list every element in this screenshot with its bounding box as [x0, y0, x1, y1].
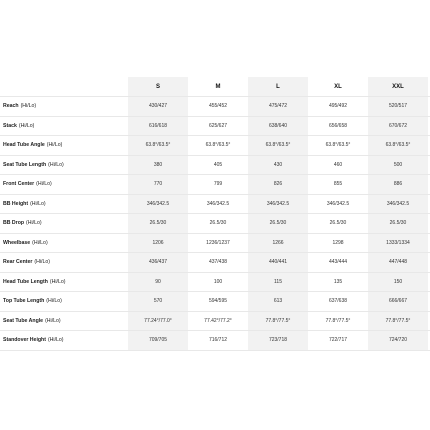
- cell-m: 799: [213, 181, 223, 188]
- cell-m: 346/342.5: [206, 200, 230, 207]
- table-body: [0, 97, 430, 351]
- row-label: [0, 136, 128, 155]
- row-label: [0, 253, 128, 272]
- row-label-unit: (Hi/Lo): [18, 122, 35, 129]
- row-label-name: Wheelbase: [3, 239, 31, 246]
- cell-m: 1236/1237: [206, 239, 230, 246]
- cell-l: 77.8°/77.5°: [248, 312, 308, 331]
- cell-xxl: 670/672: [368, 117, 428, 136]
- row-label-name: Seat Tube Angle: [3, 317, 44, 324]
- cell-m: 77.42°/77.2°: [204, 317, 232, 324]
- cell-s: 709/705: [128, 331, 188, 350]
- size-header-xxl: XXL: [368, 77, 428, 96]
- cell-m: 26.5/30: [209, 220, 227, 227]
- cell-m: 594/595: [208, 298, 228, 305]
- cell-xl: 135: [333, 278, 343, 285]
- cell-xl: 637/638: [328, 298, 348, 305]
- row-label-unit: (Hi/Lo): [45, 317, 61, 324]
- row-label-unit: (Hi/Lo): [46, 142, 63, 149]
- row-label-name: Rear Center: [3, 259, 33, 266]
- row-label-unit: (Hi/Lo): [30, 200, 46, 207]
- cell-s: 436/437: [128, 253, 188, 272]
- cell-xl: 63.8°/63.5°: [325, 142, 351, 149]
- cell-xxl: 150: [368, 273, 428, 292]
- row-label: [0, 214, 128, 233]
- cell-s: 380: [128, 156, 188, 175]
- cell-l: 115: [248, 273, 308, 292]
- row-label-name: Reach: [3, 103, 19, 110]
- table-row: [0, 175, 430, 195]
- cell-l: 475/472: [248, 97, 308, 116]
- row-label: [0, 195, 128, 214]
- row-label-unit: (Hi/Lo): [20, 103, 37, 110]
- cell-l: 613: [248, 292, 308, 311]
- header-corner-cell: [0, 77, 128, 96]
- cell-xxl: 26.5/30: [368, 214, 428, 233]
- size-header-l: L: [248, 77, 308, 96]
- table-row: [0, 273, 430, 293]
- cell-xl: 77.8°/77.5°: [325, 317, 351, 324]
- cell-xxl: 666/667: [368, 292, 428, 311]
- cell-xxl: 500: [368, 156, 428, 175]
- table-row: [0, 331, 430, 351]
- table-row: [0, 136, 430, 156]
- cell-l: 430: [248, 156, 308, 175]
- cell-xl: 495/492: [328, 103, 348, 110]
- cell-xl: 26.5/30: [329, 220, 347, 227]
- cell-s: 770: [128, 175, 188, 194]
- size-header-xl: XL: [334, 83, 342, 90]
- table-row: [0, 253, 430, 273]
- row-label-name: Front Center: [3, 181, 35, 188]
- cell-s: 63.8°/63.5°: [128, 136, 188, 155]
- row-label-unit: (Hi/Lo): [34, 259, 50, 266]
- row-label: [0, 273, 128, 292]
- cell-l: 26.5/30: [248, 214, 308, 233]
- cell-xl: 443/444: [328, 259, 348, 266]
- cell-s: 616/618: [128, 117, 188, 136]
- row-label: [0, 97, 128, 116]
- row-label: [0, 292, 128, 311]
- row-label: [0, 331, 128, 350]
- row-label: [0, 156, 128, 175]
- size-header-s: S: [128, 77, 188, 96]
- cell-l: 1266: [248, 234, 308, 253]
- row-label-name: Stack: [3, 122, 17, 129]
- size-header-m: M: [215, 83, 221, 90]
- cell-l: 63.8°/63.5°: [248, 136, 308, 155]
- cell-l: 346/342.5: [248, 195, 308, 214]
- row-label-name: BB Drop: [3, 220, 25, 227]
- table-row: [0, 117, 430, 137]
- cell-s: 26.5/30: [128, 214, 188, 233]
- row-label-name: Seat Tube Length: [3, 161, 47, 168]
- table-header-row: [0, 77, 430, 97]
- cell-xxl: 520/517: [368, 97, 428, 116]
- row-label-unit: (Hi/Lo): [26, 220, 42, 227]
- row-label-name: Head Tube Length: [3, 278, 48, 285]
- table-row: [0, 97, 430, 117]
- cell-s: 77.24°/77.0°: [128, 312, 188, 331]
- table-row: [0, 214, 430, 234]
- cell-xxl: 886: [368, 175, 428, 194]
- cell-s: 1206: [128, 234, 188, 253]
- cell-s: 430/427: [128, 97, 188, 116]
- row-label-unit: (Hi/Lo): [36, 181, 52, 188]
- table-row: [0, 234, 430, 254]
- cell-xl: 346/342.5: [326, 200, 350, 207]
- cell-xxl: 447/448: [368, 253, 428, 272]
- cell-l: 723/718: [248, 331, 308, 350]
- row-label-name: Standover Height: [3, 337, 46, 344]
- geometry-table: [0, 77, 430, 351]
- cell-m: 100: [213, 278, 223, 285]
- row-label: [0, 117, 128, 136]
- row-label-unit: (Hi/Lo): [48, 161, 64, 168]
- cell-xl: 656/658: [328, 122, 348, 129]
- table-row: [0, 195, 430, 215]
- cell-m: 437/438: [208, 259, 228, 266]
- cell-l: 638/640: [248, 117, 308, 136]
- cell-xl: 460: [333, 161, 343, 168]
- cell-xl: 1298: [332, 239, 344, 246]
- row-label-unit: (Hi/Lo): [47, 337, 64, 344]
- cell-xxl: 77.8°/77.5°: [368, 312, 428, 331]
- cell-xxl: 346/342.5: [368, 195, 428, 214]
- cell-m: 63.8°/63.5°: [205, 142, 231, 149]
- cell-l: 826: [248, 175, 308, 194]
- row-label-name: BB Height: [3, 200, 29, 207]
- row-label-unit: (Hi/Lo): [49, 278, 66, 285]
- row-label-unit: (Hi/Lo): [46, 298, 62, 305]
- cell-s: 346/342.5: [128, 195, 188, 214]
- cell-xl: 722/717: [328, 337, 348, 344]
- row-label: [0, 312, 128, 331]
- cell-xxl: 724/720: [368, 331, 428, 350]
- cell-m: 455/452: [208, 103, 228, 110]
- cell-xl: 855: [333, 181, 343, 188]
- cell-m: 405: [213, 161, 223, 168]
- cell-s: 90: [128, 273, 188, 292]
- cell-xxl: 63.8°/63.5°: [368, 136, 428, 155]
- cell-m: 716/712: [208, 337, 228, 344]
- table-row: [0, 156, 430, 176]
- cell-l: 440/441: [248, 253, 308, 272]
- table-row: [0, 312, 430, 332]
- cell-s: 570: [128, 292, 188, 311]
- table-row: [0, 292, 430, 312]
- cell-xxl: 1333/1334: [368, 234, 428, 253]
- row-label: [0, 234, 128, 253]
- row-label-name: Head Tube Angle: [3, 142, 45, 149]
- row-label: [0, 175, 128, 194]
- row-label-name: Top Tube Length: [3, 298, 45, 305]
- row-label-unit: (Hi/Lo): [32, 239, 48, 246]
- cell-m: 625/627: [208, 122, 228, 129]
